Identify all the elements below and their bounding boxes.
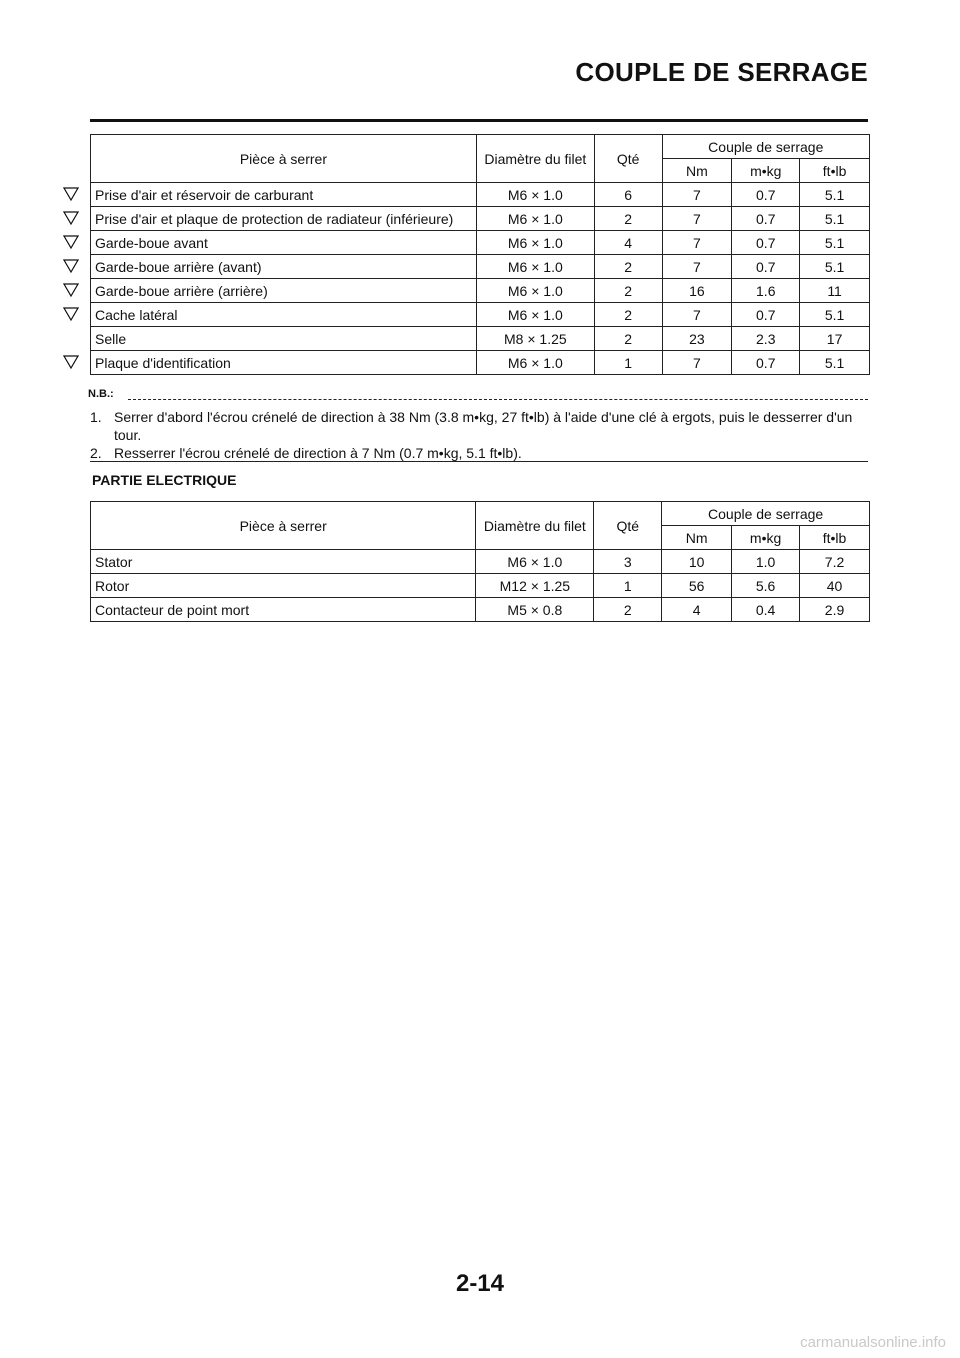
cell-mkg: 0.7 (732, 303, 800, 327)
cell-thread: M6 × 1.0 (476, 255, 594, 279)
cell-part: Prise d'air et plaque de protection de radiateur (inférieure) (91, 207, 477, 231)
table-row (91, 183, 870, 207)
cell-ftlb: 17 (800, 327, 870, 351)
note-item (90, 444, 868, 462)
cell-part: Garde-boue arrière (avant) (91, 255, 477, 279)
cell-qty: 2 (594, 279, 662, 303)
note-item (90, 408, 868, 444)
torque-table-electrical (90, 501, 870, 622)
page-number: 2-14 (455, 1270, 505, 1297)
cell-qty: 6 (594, 183, 662, 207)
cell-ftlb: 5.1 (800, 351, 870, 375)
cell-thread: M12 × 1.25 (476, 574, 594, 598)
cell-part: Cache latéral (91, 303, 477, 327)
header-ftlb: ft•lb (800, 159, 870, 183)
cell-thread: M6 × 1.0 (476, 231, 594, 255)
cell-mkg: 1.6 (732, 279, 800, 303)
table-row (91, 255, 870, 279)
header-mkg: m•kg (732, 526, 800, 550)
cell-mkg: 0.7 (732, 183, 800, 207)
caution-triangle-icon (63, 235, 79, 249)
cell-mkg: 0.7 (732, 255, 800, 279)
header-qty: Qté (594, 135, 662, 183)
header-thread: Diamètre du filet (476, 135, 594, 183)
header-mkg: m•kg (732, 159, 800, 183)
torque-table-electrical-body (91, 550, 870, 622)
cell-thread: M6 × 1.0 (476, 351, 594, 375)
header-torque: Couple de serrage (662, 502, 870, 526)
cell-ftlb: 11 (800, 279, 870, 303)
table-row (91, 207, 870, 231)
cell-thread: M5 × 0.8 (476, 598, 594, 622)
cell-ftlb: 5.1 (800, 183, 870, 207)
cell-nm: 7 (662, 183, 732, 207)
cell-mkg: 0.7 (732, 351, 800, 375)
header-part: Pièce à serrer (91, 135, 477, 183)
header-nm: Nm (662, 159, 732, 183)
cell-nm: 23 (662, 327, 732, 351)
cell-qty: 2 (594, 598, 662, 622)
table-row (91, 327, 870, 351)
cell-ftlb: 7.2 (800, 550, 870, 574)
cell-mkg: 1.0 (732, 550, 800, 574)
cell-part: Selle (91, 327, 477, 351)
header-thread: Diamètre du filet (476, 502, 594, 550)
table-row (91, 550, 870, 574)
cell-part: Plaque d'identification (91, 351, 477, 375)
cell-thread: M8 × 1.25 (476, 327, 594, 351)
table-row (91, 598, 870, 622)
note-item-number: 1. (90, 409, 102, 425)
title-rule (90, 119, 868, 122)
torque-table-chassis-body (91, 183, 870, 375)
cell-nm: 7 (662, 351, 732, 375)
cell-mkg: 0.7 (732, 231, 800, 255)
caution-triangle-icon (63, 259, 79, 273)
note-list (90, 408, 868, 462)
note-bottom-rule (90, 461, 868, 462)
section-title: PARTIE ELECTRIQUE (92, 472, 237, 488)
caution-triangle-icon (63, 283, 79, 297)
cell-mkg: 5.6 (732, 574, 800, 598)
header-part: Pièce à serrer (91, 502, 476, 550)
cell-qty: 1 (594, 351, 662, 375)
note-label: N.B.: (88, 388, 114, 400)
cell-qty: 2 (594, 255, 662, 279)
table-row (91, 351, 870, 375)
cell-ftlb: 5.1 (800, 231, 870, 255)
cell-mkg: 0.7 (732, 207, 800, 231)
watermark: carmanualsonline.info (800, 1334, 946, 1351)
cell-thread: M6 × 1.0 (476, 303, 594, 327)
torque-table-chassis (90, 134, 870, 375)
cell-nm: 7 (662, 303, 732, 327)
note-item-text: Resserrer l'écrou crénelé de direction à 7 Nm (0.7 m•kg, 5.1 ft•lb). (114, 445, 522, 461)
cell-part: Rotor (91, 574, 476, 598)
cell-part: Stator (91, 550, 476, 574)
cell-ftlb: 2.9 (800, 598, 870, 622)
header-qty: Qté (594, 502, 662, 550)
cell-nm: 4 (662, 598, 732, 622)
note-divider (128, 399, 868, 400)
cell-thread: M6 × 1.0 (476, 183, 594, 207)
cell-part: Garde-boue arrière (arrière) (91, 279, 477, 303)
cell-thread: M6 × 1.0 (476, 279, 594, 303)
cell-nm: 7 (662, 231, 732, 255)
cell-mkg: 2.3 (732, 327, 800, 351)
cell-qty: 1 (594, 574, 662, 598)
cell-nm: 7 (662, 255, 732, 279)
cell-part: Prise d'air et réservoir de carburant (91, 183, 477, 207)
cell-thread: M6 × 1.0 (476, 207, 594, 231)
note-item-text: Serrer d'abord l'écrou crénelé de direction à 38 Nm (3.8 m•kg, 27 ft•lb) à l'aide d'une clé à ergots, puis le desserrer d'un tour. (114, 409, 853, 443)
cell-mkg: 0.4 (732, 598, 800, 622)
cell-ftlb: 5.1 (800, 303, 870, 327)
cell-qty: 4 (594, 231, 662, 255)
cell-qty: 2 (594, 327, 662, 351)
cell-qty: 3 (594, 550, 662, 574)
cell-ftlb: 5.1 (800, 255, 870, 279)
cell-nm: 7 (662, 207, 732, 231)
note-item-number: 2. (90, 445, 102, 461)
table-row (91, 231, 870, 255)
caution-triangle-icon (63, 307, 79, 321)
page-title: COUPLE DE SERRAGE (575, 57, 868, 87)
table-row (91, 574, 870, 598)
header-torque: Couple de serrage (662, 135, 869, 159)
cell-ftlb: 5.1 (800, 207, 870, 231)
cell-part: Contacteur de point mort (91, 598, 476, 622)
header-nm: Nm (662, 526, 732, 550)
cell-part: Garde-boue avant (91, 231, 477, 255)
header-ftlb: ft•lb (800, 526, 870, 550)
cell-nm: 16 (662, 279, 732, 303)
cell-nm: 56 (662, 574, 732, 598)
cell-nm: 10 (662, 550, 732, 574)
caution-triangle-icon (63, 187, 79, 201)
caution-triangle-icon (63, 211, 79, 225)
cell-thread: M6 × 1.0 (476, 550, 594, 574)
table-row (91, 303, 870, 327)
cell-qty: 2 (594, 303, 662, 327)
table-row (91, 279, 870, 303)
cell-ftlb: 40 (800, 574, 870, 598)
cell-qty: 2 (594, 207, 662, 231)
caution-triangle-icon (63, 355, 79, 369)
